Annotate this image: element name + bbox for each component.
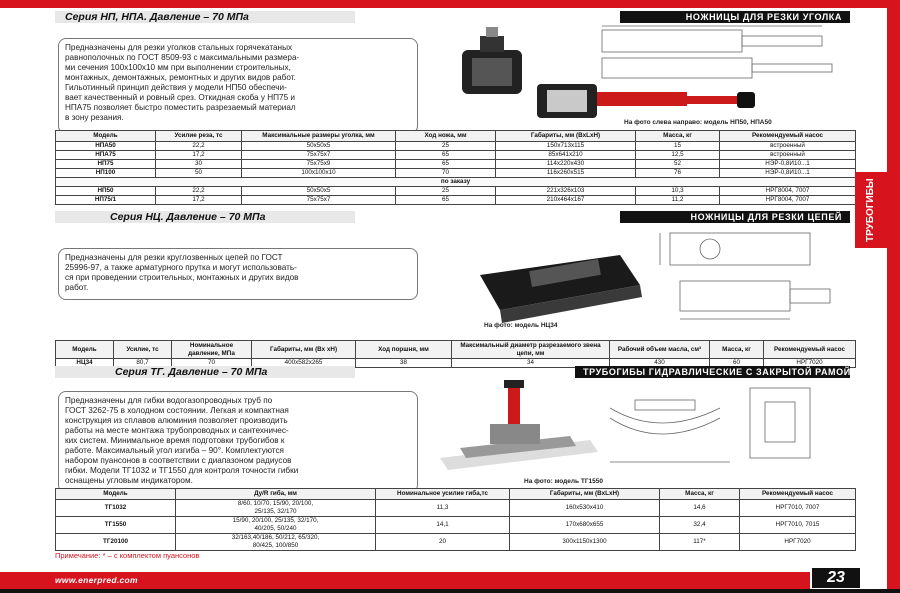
s2-col-mass: Масса, кг	[710, 341, 764, 359]
s2-col-pump: Рекомендуемый насос	[764, 341, 856, 359]
table-cell: 300х1150х1300	[510, 533, 660, 550]
nc34-drawing	[660, 233, 830, 319]
s3-col-mass: Масса, кг	[660, 489, 740, 500]
table-cell: 75х75х9	[242, 159, 396, 168]
nc34-image	[480, 255, 642, 323]
table-cell: НРГ7020	[764, 359, 856, 368]
section2-description: Предназначены для резки круглозвенных цепей по ГОСТ 25996-97, а также арматурного прутка и могут использовать- ся при проведении строительных, монтажных и других видов работ.	[58, 248, 418, 300]
table-cell: 65	[396, 159, 496, 168]
table-row	[56, 150, 856, 159]
section1-description: Предназначены для резки уголков стальных горячекатаных равнополочных по ГОСТ 8509-93 с максимальными размера- ми сечения 100х100х10 мм при выполнении строительных, монтажных, демонтажных, ремонтных и других видов работ. Гильотинный принцип действия у модели НП50 обеспечи- вает качественный и ровный срез. Откидная скоба у НП75 и НПА75 позволяет быстро поместить разрезаемый материал в зону резания.	[58, 38, 418, 134]
section2-caption: На фото: модель НЦ34	[484, 322, 558, 329]
footer-black-band	[0, 589, 900, 593]
section2-header-row	[56, 341, 856, 359]
table-cell: 11,3	[376, 499, 510, 516]
table-cell: НЭР-0,8И10...1	[720, 159, 856, 168]
section3-caption: На фото: модель ТГ1550	[524, 478, 603, 485]
table-cell: 20	[376, 533, 510, 550]
page-number: 23	[812, 568, 860, 588]
table-cell: 17,2	[156, 150, 242, 159]
section1-banner: НОЖНИЦЫ ДЛЯ РЕЗКИ УГОЛКА	[620, 11, 850, 23]
table-cell: ТГ1032	[56, 499, 176, 516]
table-cell: 15/90, 20/100, 25/135, 32/170, 40/205, 50/240	[176, 516, 376, 533]
side-tab-pipe-benders[interactable]: ТРУБОГИБЫ	[855, 172, 887, 248]
s1-col-model: Модель	[56, 131, 156, 142]
table-row	[56, 533, 856, 550]
table-cell: 14,1	[376, 516, 510, 533]
section3-banner: ТРУБОГИБЫ ГИДРАВЛИЧЕСКИЕ С ЗАКРЫТОЙ РАМОЙ	[575, 366, 850, 378]
table-subheader-row	[56, 177, 856, 186]
table-row	[56, 168, 856, 177]
table-cell: 50х50х5	[242, 141, 396, 150]
np50-image	[462, 27, 522, 94]
table-cell: 221х326х103	[496, 186, 636, 195]
table-cell: 50х50х5	[242, 186, 396, 195]
table-cell: 100х100х10	[242, 168, 396, 177]
table-cell: 17,2	[156, 195, 242, 204]
table-cell: 70	[396, 168, 496, 177]
table-cell: НРГ8004, 7007	[720, 195, 856, 204]
top-red-band	[0, 0, 900, 8]
footer-url[interactable]: www.enerpred.com	[55, 575, 138, 585]
section3-table	[55, 488, 856, 551]
section1-table	[55, 130, 856, 205]
table-cell: НРГ7020	[740, 533, 856, 550]
s2-col-pressure: Номинальное давление, МПа	[172, 341, 252, 359]
table-cell: встроенный	[720, 141, 856, 150]
s1-col-mass: Масса, кг	[636, 131, 720, 142]
s2-col-stroke: Ход поршня, мм	[356, 341, 452, 359]
pipe-bender-photo	[430, 378, 850, 478]
npa50-image	[537, 84, 755, 118]
s3-col-dims: Габариты, мм (ВхLхН)	[510, 489, 660, 500]
table-cell: 210х464х167	[496, 195, 636, 204]
table-cell: 76	[636, 168, 720, 177]
table-cell: 116х260х515	[496, 168, 636, 177]
chain-cutter-photo	[460, 225, 850, 333]
table-cell: НПА50	[56, 141, 156, 150]
table-row	[56, 516, 856, 533]
table-cell: 38	[356, 359, 452, 368]
table-cell: 25	[396, 186, 496, 195]
table-cell: НЭР-0,8И10...1	[720, 168, 856, 177]
table-cell: НПА75	[56, 150, 156, 159]
section2-table	[55, 340, 856, 368]
table-cell: 30	[156, 159, 242, 168]
s1-col-force: Усилие реза, тс	[156, 131, 242, 142]
table-cell: НП100	[56, 168, 156, 177]
table-cell: 60	[710, 359, 764, 368]
s2-col-diameter: Максимальный диаметр разрезаемого звена цепи, мм	[452, 341, 610, 359]
table-cell: 160х530х410	[510, 499, 660, 516]
table-cell: 11,2	[636, 195, 720, 204]
table-cell: 32/163,40/186, 50/212, 65/320, 80/425, 100/850	[176, 533, 376, 550]
s3-col-pump: Рекомендуемый насос	[740, 489, 856, 500]
table-cell: 34	[452, 359, 610, 368]
table-cell: 80,7	[114, 359, 172, 368]
s3-col-radius: Ду/R гиба, мм	[176, 489, 376, 500]
table-cell: НП50	[56, 186, 156, 195]
table-cell: 85х641х210	[496, 150, 636, 159]
table-cell: НП75	[56, 159, 156, 168]
table-cell: 65	[396, 150, 496, 159]
s1-col-dims: Габариты, мм (ВхLхН)	[496, 131, 636, 142]
s2-col-oil: Рабочий объем масла, см³	[610, 341, 710, 359]
s2-col-force: Усилие, тс	[114, 341, 172, 359]
table-cell: 70	[172, 359, 252, 368]
s2-col-dims: Габариты, мм (Вх хН)	[252, 341, 356, 359]
table-row	[56, 159, 856, 168]
tg-drawing	[610, 388, 810, 462]
footnote: Примечание: * – с комплектом пуансонов	[55, 551, 200, 560]
table-row	[56, 195, 856, 204]
table-cell: 12,5	[636, 150, 720, 159]
table-cell: 22,2	[156, 186, 242, 195]
table-cell: 22,2	[156, 141, 242, 150]
tg1550-image	[440, 380, 598, 470]
table-cell: ТГ1550	[56, 516, 176, 533]
table-cell: 75х75х7	[242, 150, 396, 159]
table-cell: 52	[636, 159, 720, 168]
s3-col-model: Модель	[56, 489, 176, 500]
table-cell: 430	[610, 359, 710, 368]
table-cell: 15	[636, 141, 720, 150]
table-cell: 75х75х7	[242, 195, 396, 204]
section1-header-row	[56, 131, 856, 142]
table-cell: 32,4	[660, 516, 740, 533]
table-cell: 65	[396, 195, 496, 204]
table-cell: 8/60, 10/70, 15/90, 20/100, 25/135, 32/170	[176, 499, 376, 516]
s1-col-stroke: Ход ножа, мм	[396, 131, 496, 142]
table-cell: НЦ34	[56, 359, 114, 368]
section1-title: Серия НП, НПА. Давление – 70 МПа	[65, 11, 249, 23]
section2-banner: НОЖНИЦЫ ДЛЯ РЕЗКИ ЦЕПЕЙ	[620, 211, 850, 223]
s1-col-size: Максимальные размеры уголка, мм	[242, 131, 396, 142]
table-cell: 170х680х655	[510, 516, 660, 533]
subheader-on-order: по заказу	[56, 177, 856, 186]
section3-title: Серия ТГ. Давление – 70 МПа	[115, 366, 268, 378]
technical-drawing	[602, 26, 832, 78]
table-cell: НРГ8004, 7007	[720, 186, 856, 195]
s3-col-force: Номинальное усилие гиба,тс	[376, 489, 510, 500]
table-cell: встроенный	[720, 150, 856, 159]
table-cell: 117*	[660, 533, 740, 550]
right-red-edge	[887, 0, 900, 593]
s1-col-pump: Рекомендуемый насос	[720, 131, 856, 142]
section3-description: Предназначены для гибки водогазопроводных труб по ГОСТ 3262-75 в холодном состоянии. Легкая и компактная конструкция из сплавов алюминия позволяет производить работы на месте монтажа трубопроводных и сантехничес- ких систем. Минимальное время подготовки трубогибов к работе. Максимальный угол изгиба – 90°. Комплектуются набором пуансонов в соответствии с диапазоном радиусов гибки. Модели ТГ1032 и ТГ1550 для контроля точности гибки оснащены угловым индикатором.	[58, 391, 418, 493]
table-cell: 50	[156, 168, 242, 177]
table-cell: НП75/1	[56, 195, 156, 204]
table-cell: 25	[396, 141, 496, 150]
table-cell: 150х713х115	[496, 141, 636, 150]
table-cell: ТГ20100	[56, 533, 176, 550]
section3-header-row	[56, 489, 856, 500]
table-row	[56, 186, 856, 195]
section2-title: Серия НЦ. Давление – 70 МПа	[110, 211, 266, 223]
table-cell: 10,3	[636, 186, 720, 195]
s2-col-model: Модель	[56, 341, 114, 359]
section1-caption: На фото слева направо: модель НП50, НПА50	[624, 119, 772, 126]
table-row	[56, 499, 856, 516]
table-cell: 114х220х430	[496, 159, 636, 168]
table-cell: 14,6	[660, 499, 740, 516]
angle-cutter-photo	[452, 22, 852, 130]
table-cell: НРГ7010, 7015	[740, 516, 856, 533]
table-row	[56, 141, 856, 150]
table-cell: 400х582х265	[252, 359, 356, 368]
table-cell: НРГ7010, 7007	[740, 499, 856, 516]
